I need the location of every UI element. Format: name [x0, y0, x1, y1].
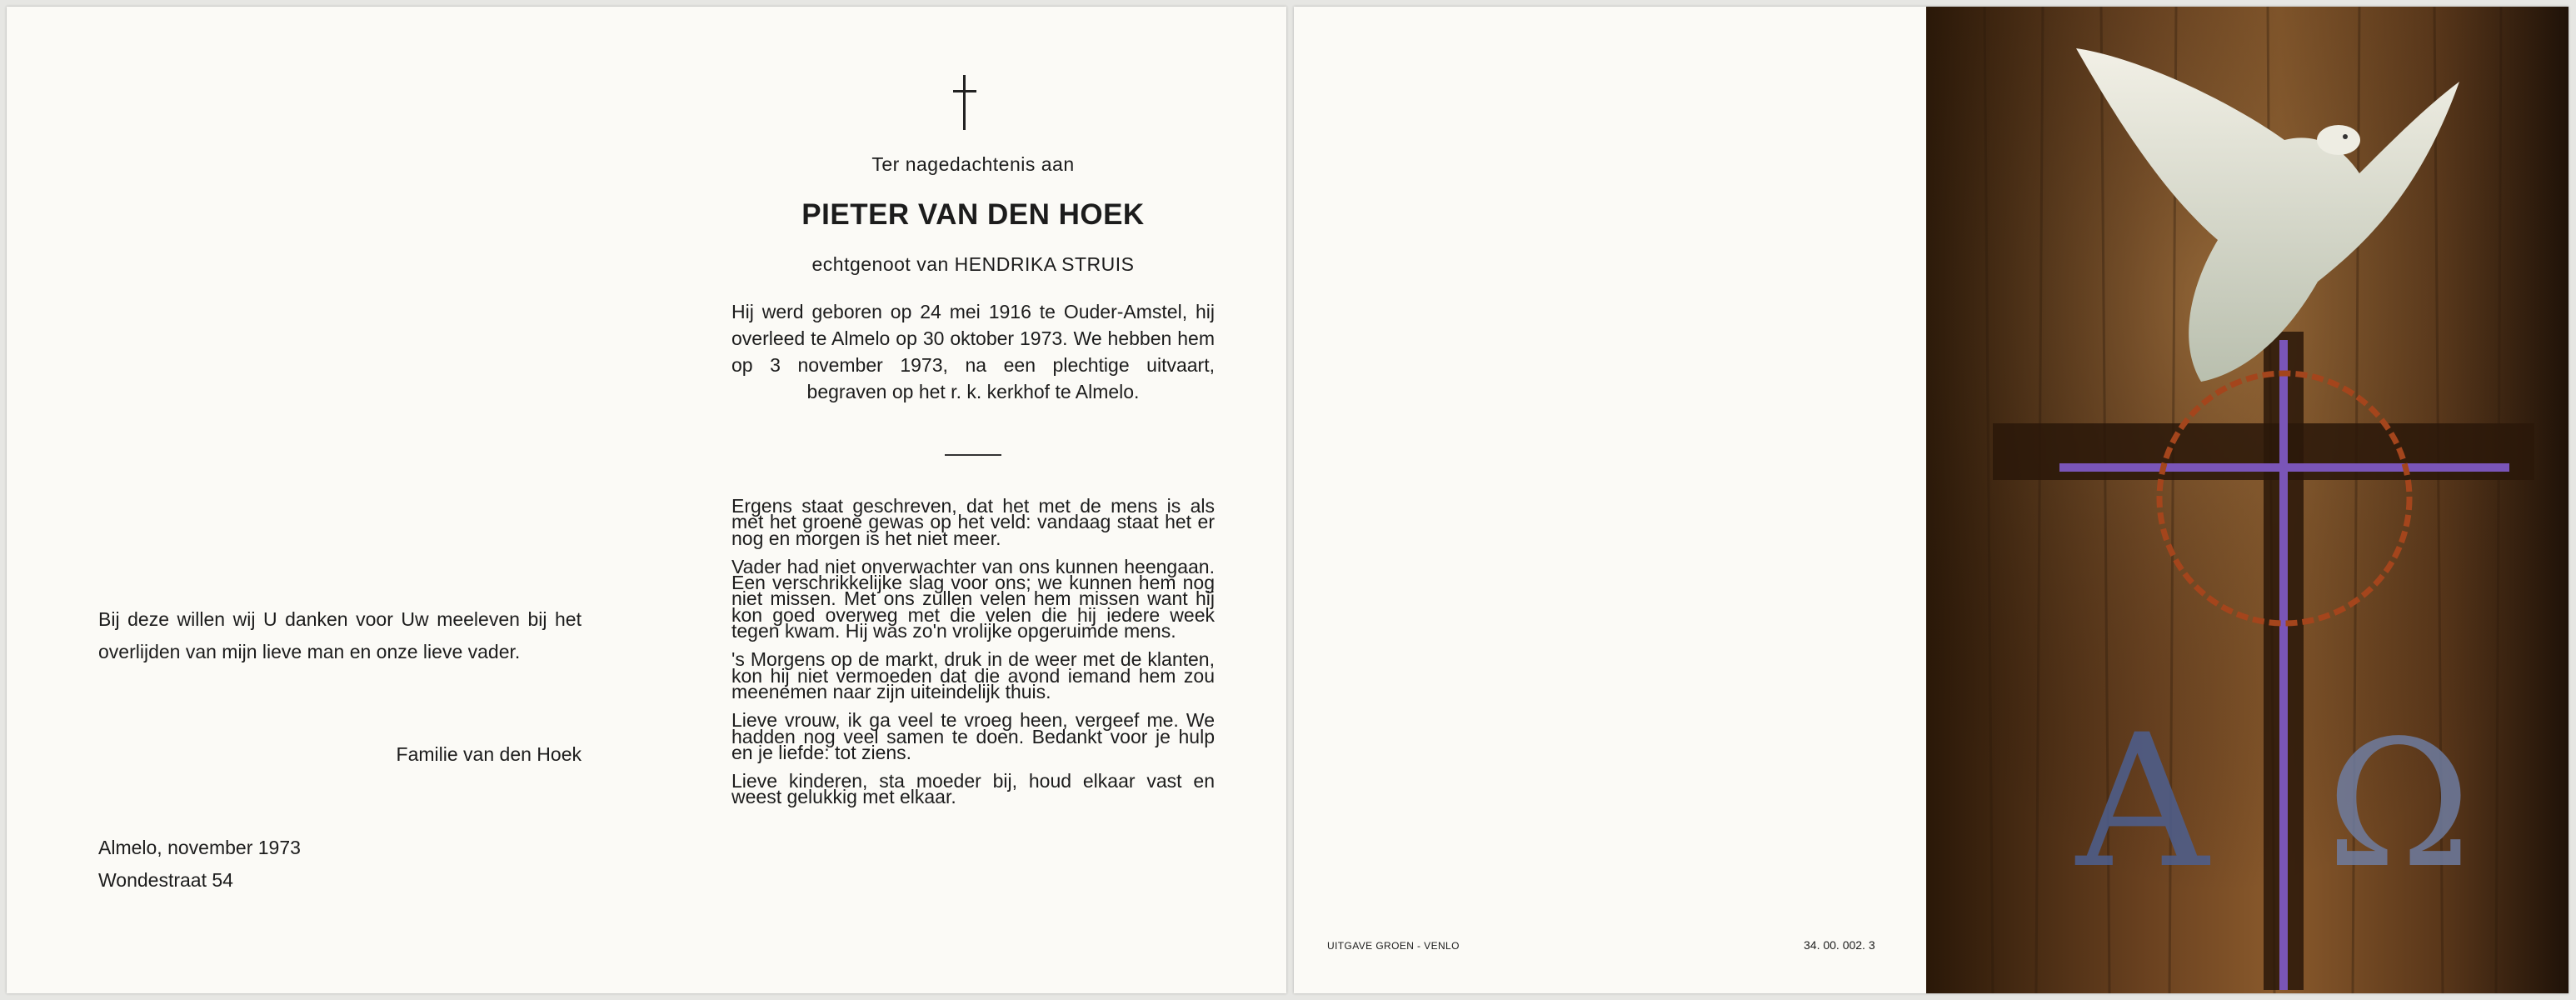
place-date: Almelo, november 1973	[98, 837, 301, 858]
alpha-icon: A	[2076, 695, 2209, 908]
omega-icon: Ω	[2326, 702, 2472, 907]
devotional-artwork	[1926, 7, 2569, 993]
verse: Lieve kinderen, sta moeder bij, houd elkaar vast en weest gelukkig met elkaar.	[731, 770, 1215, 808]
verse: Ergens staat geschreven, dat het met de mens is als met het groene gewas op het veld: vandaag staat het er nog en morgen is het niet meer.	[731, 495, 1215, 549]
divider	[945, 454, 1001, 456]
deceased-name: PIETER VAN DEN HOEK	[801, 198, 1145, 231]
address: Wondestraat 54	[98, 869, 233, 891]
spouse-line: echtgenoot van HENDRIKA STRUIS	[811, 253, 1135, 275]
biography: Hij werd geboren op 24 mei 1916 te Ouder-Amstel, hij overleed te Almelo op 30 oktober 1973. We hebben hem op 3 november 1973, na een plechtige uitvaart, begraven op het r. k. kerkhof te Almelo.	[731, 301, 1215, 402]
place-block	[98, 832, 301, 897]
family-signature: Familie van den Hoek	[396, 743, 582, 765]
verse: Lieve vrouw, ik ga veel te vroeg heen, vergeef me. We hadden nog veel samen te doen. Bedankt voor je hulp en je liefde: tot ziens.	[731, 709, 1215, 763]
verse: 's Morgens op de markt, druk in de weer met de klanten, kon hij niet vermoeden dat die avond iemand hem zou meenemen naar zijn uiteindelijk thuis.	[731, 648, 1215, 702]
cross-icon	[948, 75, 981, 133]
catalog-code: 34. 00. 002. 3	[1804, 938, 1875, 952]
verses	[731, 495, 1215, 818]
memorial-card-outer	[1294, 7, 2569, 993]
memorial-card-inner	[7, 7, 1286, 993]
publisher-imprint: UITGAVE GROEN - VENLO	[1327, 940, 1460, 952]
thanks-text: Bij deze willen wij U danken voor Uw meeleven bij het overlijden van mijn lieve man en onze lieve vader.	[98, 608, 582, 662]
artwork-svg	[1926, 7, 2569, 993]
memory-line: Ter nagedachtenis aan	[871, 153, 1075, 175]
verse: Vader had niet onverwachter van ons kunnen heengaan. Een verschrikkelijke slag voor ons; we kunnen hem nog niet missen. Met ons zullen velen hem missen want hij kon goed overweg met die velen die hij iedere week tegen kwam. Hij was zo'n vrolijke opgeruimde mens.	[731, 555, 1215, 642]
